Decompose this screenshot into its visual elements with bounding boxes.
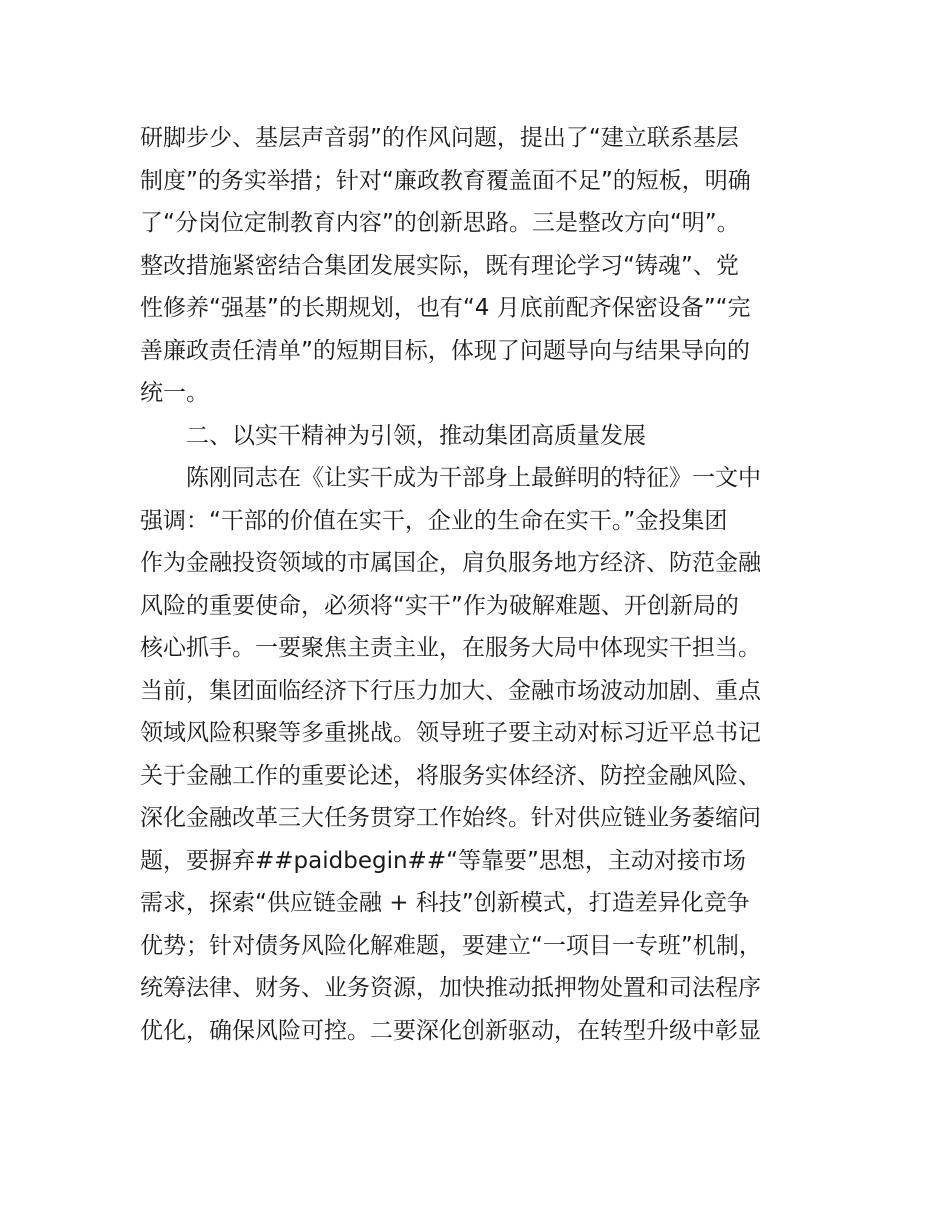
text-line: 统一。 (140, 380, 209, 406)
text-line: 核心抓手。一要聚焦主责主业，在服务大局中体现实干担当。 (140, 635, 761, 661)
text-line: 强调：“干部的价值在实干，企业的生命在实干。”金投集团 (140, 507, 728, 534)
text-line: 深化金融改革三大任务贯穿工作始终。针对供应链业务萎缩问 (140, 805, 761, 831)
text-line: 风险的重要使命，必须将“实干”作为破解难题、开创新局的 (140, 592, 739, 619)
text-line: 统筹法律、财务、业务资源，加快推动抵押物处置和司法程序 (140, 975, 761, 1001)
text-line: 需求，探索“供应链金融 + 科技”创新模式，打造差异化竞争 (140, 890, 750, 916)
document-body (140, 117, 840, 1052)
section-heading: 二、以实干精神为引领，推动集团高质量发展 (186, 422, 646, 449)
text-line: 当前，集团面临经济下行压力加大、金融市场波动加剧、重点 (140, 677, 761, 704)
text-line: 研脚步少、基层声音弱”的作风问题，提出了“建立联系基层 (140, 125, 739, 151)
text-line: 了“分岗位定制教育内容”的创新思路。三是整改方向“明”。 (140, 210, 740, 236)
text-line: 整改措施紧密结合集团发展实际，既有理论学习“铸魂”、党 (140, 252, 739, 279)
text-line: 性修养“强基”的长期规划，也有“4 月底前配齐保密设备”“完 (140, 295, 751, 321)
text-line: 领域风险积聚等多重挑战。领导班子要主动对标习近平总书记 (140, 720, 761, 746)
text-line: 题，要摒弃##paidbegin##“等靠要”思想，主动对接市场 (140, 847, 746, 874)
text-line: 优势；针对债务风险化解难题，要建立“一项目一专班”机制， (140, 932, 762, 959)
text-line: 关于金融工作的重要论述，将服务实体经济、防控金融风险、 (140, 762, 761, 789)
text-line: 陈刚同志在《让实干成为干部身上最鲜明的特征》一文中 (186, 465, 761, 491)
text-line: 制度”的务实举措；针对“廉政教育覆盖面不足”的短板，明确 (140, 167, 751, 194)
text-line: 优化，确保风险可控。二要深化创新驱动，在转型升级中彰显 (140, 1017, 761, 1044)
text-line: 善廉政责任清单”的短期目标，体现了问题导向与结果导向的 (140, 337, 750, 364)
text-line: 作为金融投资领域的市属国企，肩负服务地方经济、防范金融 (140, 550, 761, 576)
